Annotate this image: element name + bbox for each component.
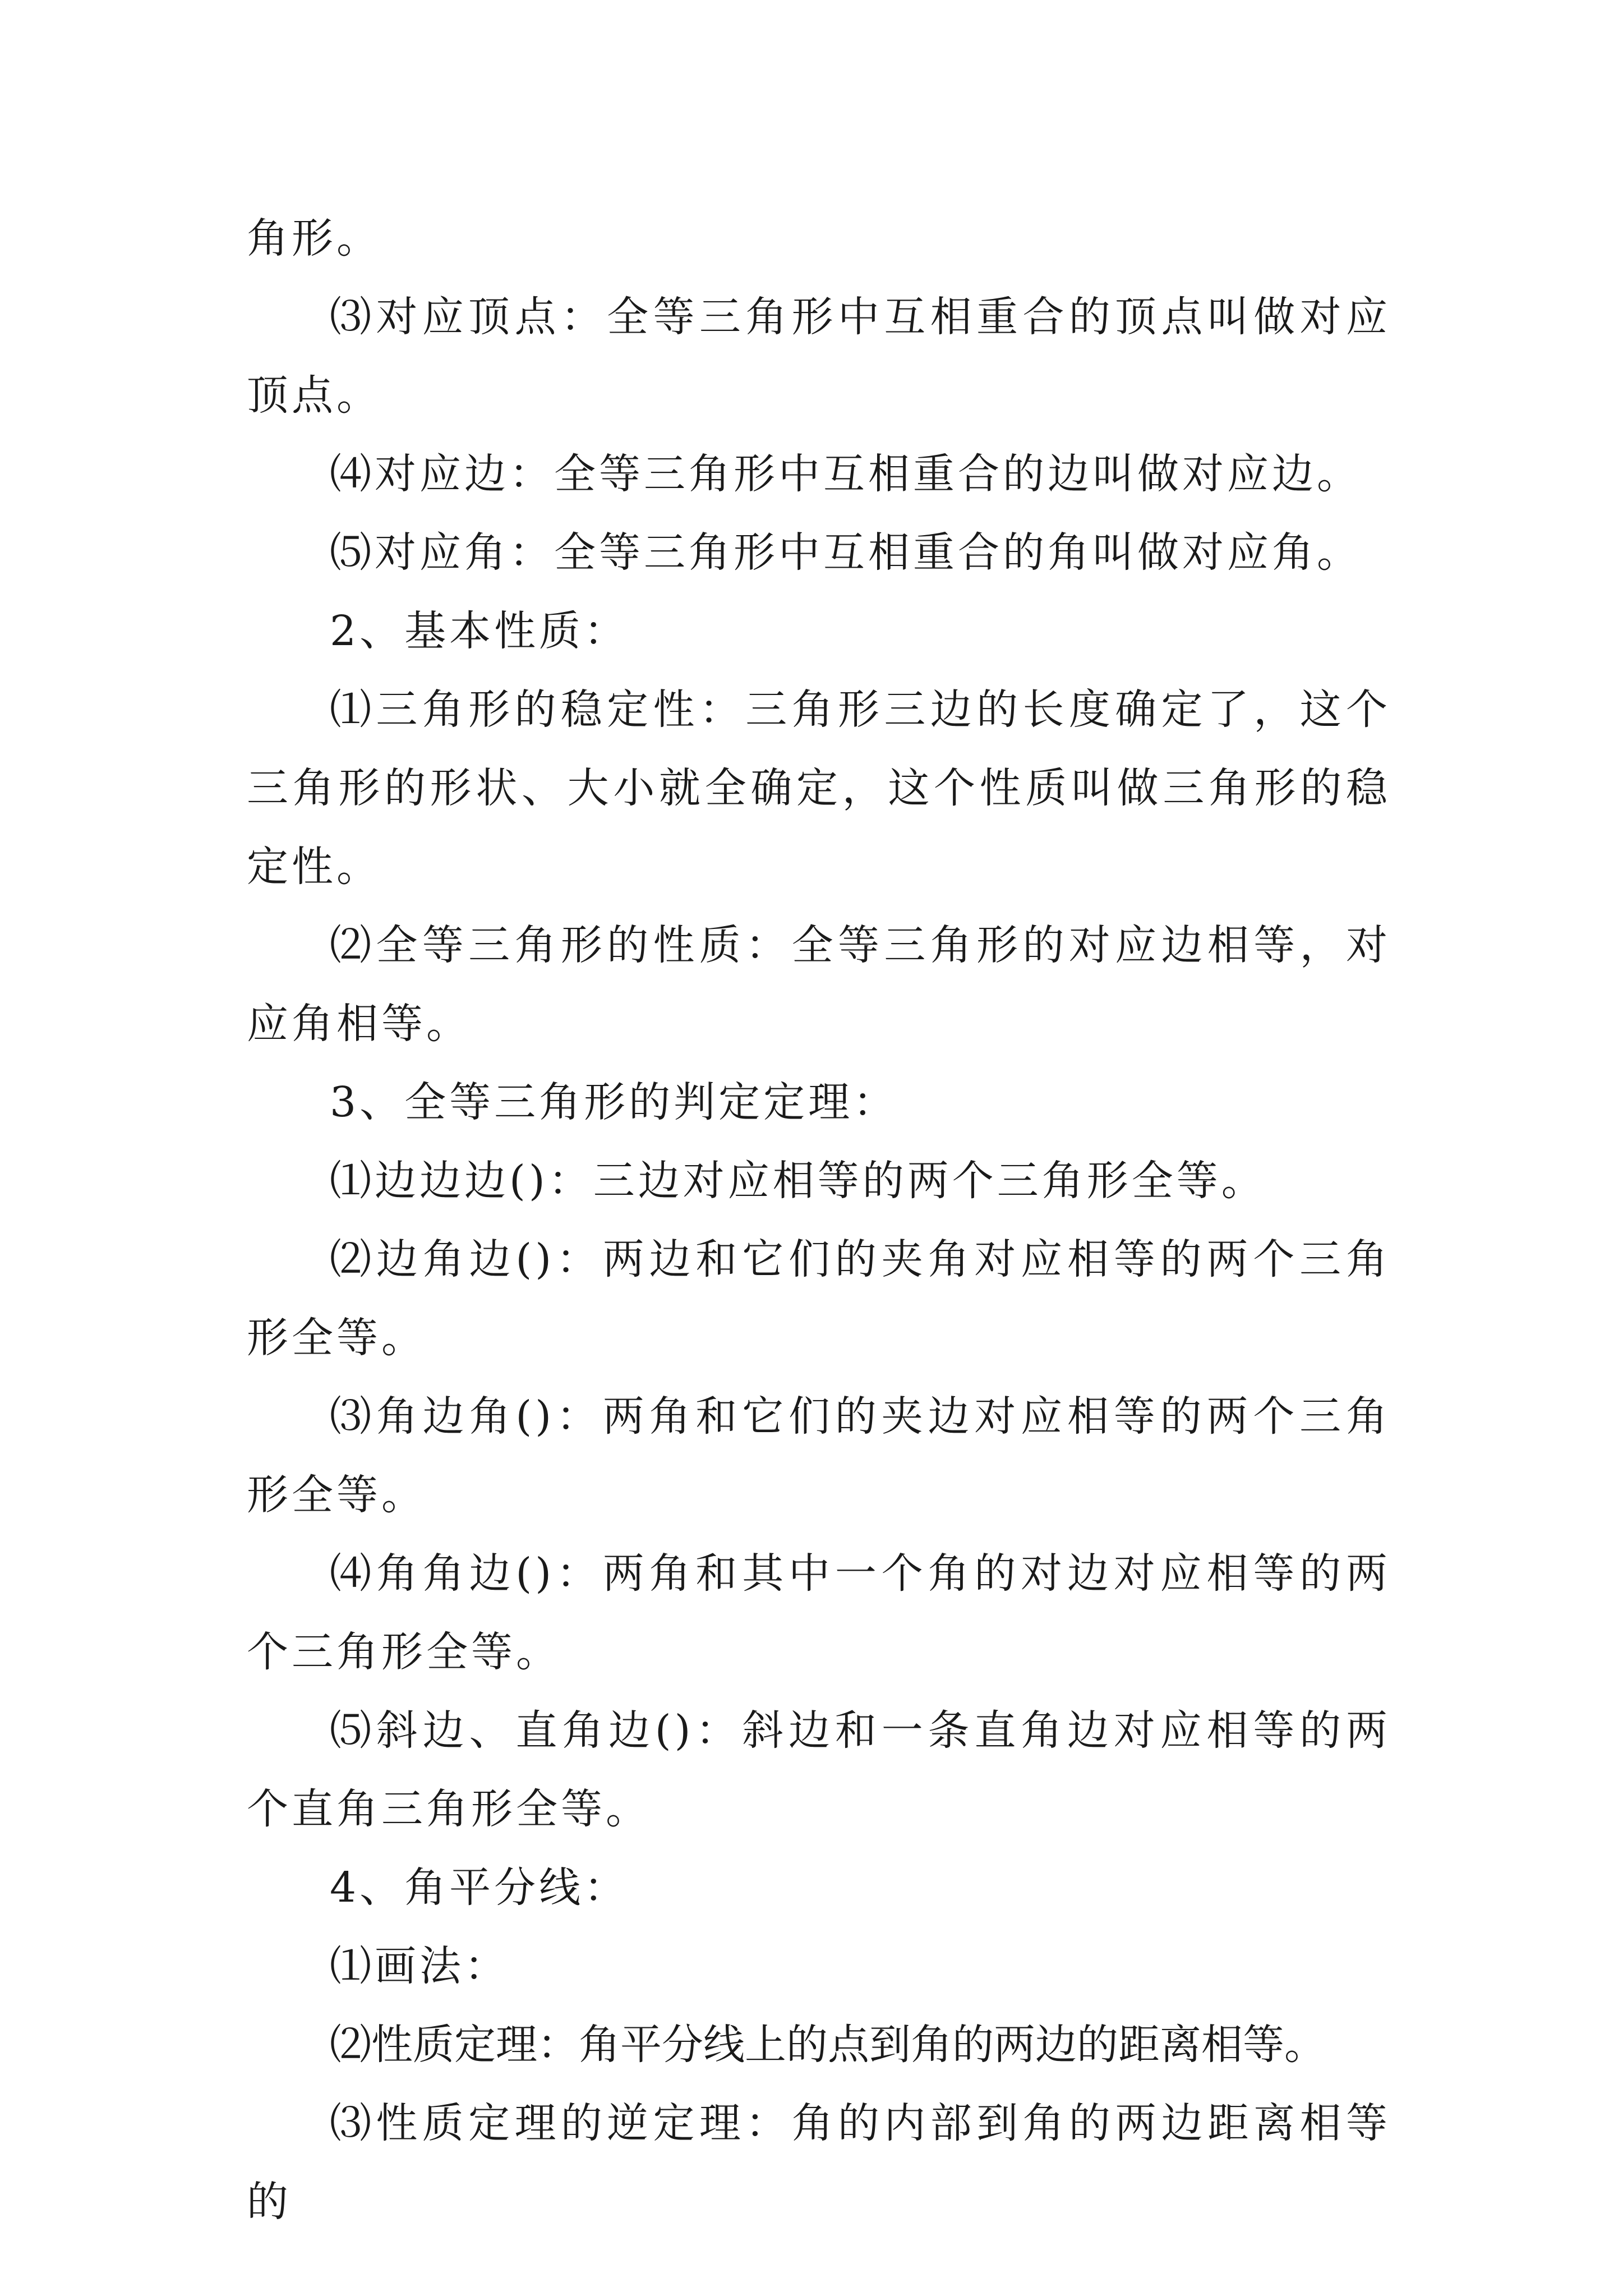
paragraph-bisector-theorem: ⑵性质定理：角平分线上的点到角的两边的距离相等。: [330, 2021, 1326, 2069]
paragraph-hl: ⑸斜边、直角边()：斜边和一条直角边对应相等的两个直角三角形全等。: [247, 1706, 1391, 1833]
paragraph-asa: ⑶角边角()：两角和它们的夹边对应相等的两个三角形全等。: [247, 1392, 1391, 1519]
paragraph-corresponding-vertex: ⑶对应顶点：全等三角形中互相重合的顶点叫做对应顶点。: [247, 293, 1391, 420]
paragraph-triangle-stability: ⑴三角形的稳定性：三角形三边的长度确定了，这个三角形的形状、大小就全确定，这个性质叫做三角形的稳定性。: [247, 685, 1391, 891]
section-heading-angle-bisector: 4、角平分线：: [330, 1864, 629, 1912]
paragraph-continuation: 角形。: [247, 214, 381, 263]
paragraph-sas: ⑵边角边()：两边和它们的夹角对应相等的两个三角形全等。: [247, 1235, 1391, 1362]
paragraph-corresponding-side: ⑷对应边：全等三角形中互相重合的边叫做对应边。: [330, 450, 1362, 498]
paragraph-sss: ⑴边边边()：三边对应相等的两个三角形全等。: [330, 1157, 1266, 1205]
paragraph-aas: ⑷角角边()：两角和其中一个角的对边对应相等的两个三角形全等。: [247, 1549, 1391, 1676]
document-body: [247, 199, 1391, 2241]
paragraph-bisector-converse: ⑶性质定理的逆定理：角的内部到角的两边距离相等的: [247, 2099, 1391, 2226]
section-heading-basic-properties: 2、基本性质：: [330, 607, 629, 655]
paragraph-construction: ⑴画法：: [330, 1942, 509, 1990]
paragraph-corresponding-angle: ⑸对应角：全等三角形中互相重合的角叫做对应角。: [330, 528, 1362, 577]
paragraph-congruent-properties: ⑵全等三角形的性质：全等三角形的对应边相等，对应角相等。: [247, 921, 1391, 1048]
section-heading-congruence-theorems: 3、全等三角形的判定定理：: [330, 1078, 898, 1126]
